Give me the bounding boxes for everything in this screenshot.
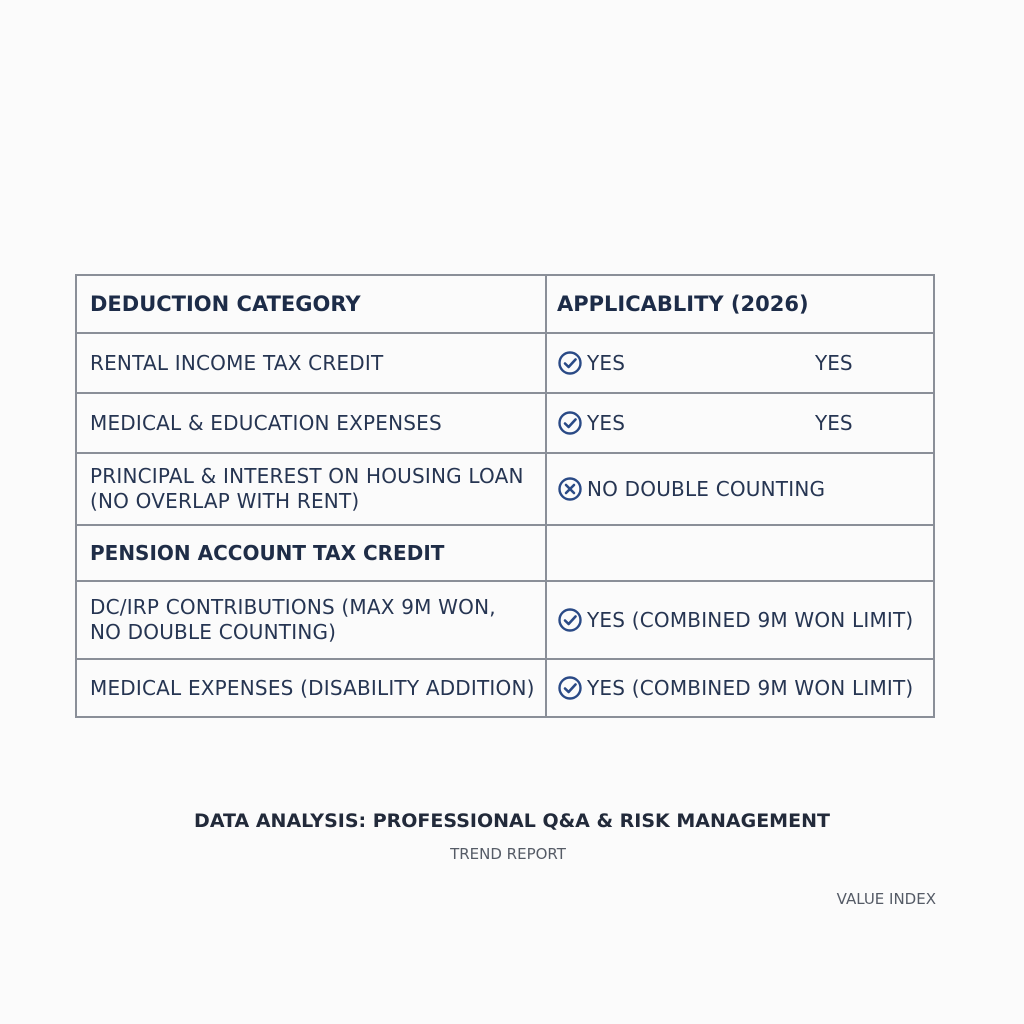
status-text: YES — [587, 410, 626, 435]
check-circle-icon — [557, 675, 583, 701]
table-row — [77, 454, 933, 526]
category-label: MEDICAL & EDUCATION EXPENSES — [90, 410, 442, 435]
table-row — [77, 394, 933, 454]
deduction-table — [75, 274, 935, 718]
corner-label: VALUE INDEX — [836, 890, 936, 908]
check-circle-icon — [557, 350, 583, 376]
footer-title: DATA ANALYSIS: PROFESSIONAL Q&A & RISK MANAGEMENT — [194, 810, 830, 832]
status-text: YES (COMBINED 9M WON LIMIT) — [587, 675, 914, 700]
header-deduction-category: DEDUCTION CATEGORY — [90, 292, 361, 316]
category-label-line2: NO DOUBLE COUNTING) — [90, 620, 337, 644]
section-header-label: PENSION ACCOUNT TAX CREDIT — [90, 541, 445, 565]
table-row — [77, 334, 933, 394]
table-header-row — [77, 276, 933, 334]
status-text: NO DOUBLE COUNTING — [587, 476, 826, 501]
x-circle-icon — [557, 476, 583, 502]
check-circle-icon — [557, 607, 583, 633]
status-text: YES — [587, 350, 626, 375]
category-label: MEDICAL EXPENSES (DISABILITY ADDITION) — [90, 675, 535, 700]
category-label: RENTAL INCOME TAX CREDIT — [90, 350, 384, 375]
check-circle-icon — [557, 410, 583, 436]
category-label-line1: PRINCIPAL & INTEREST ON HOUSING LOAN — [90, 464, 524, 488]
table-row — [77, 582, 933, 660]
status-extra: YES — [815, 411, 853, 435]
footer-subtitle: TREND REPORT — [450, 845, 566, 863]
status-extra: YES — [815, 351, 853, 375]
section-header-row — [77, 526, 933, 582]
category-label-line2: (NO OVERLAP WITH RENT) — [90, 489, 360, 513]
category-label-line1: DC/IRP CONTRIBUTIONS (MAX 9M WON, — [90, 595, 496, 619]
table-row — [77, 660, 933, 716]
header-applicability: APPLICABLITY (2026) — [557, 292, 809, 316]
status-text: YES (COMBINED 9M WON LIMIT) — [587, 607, 914, 632]
